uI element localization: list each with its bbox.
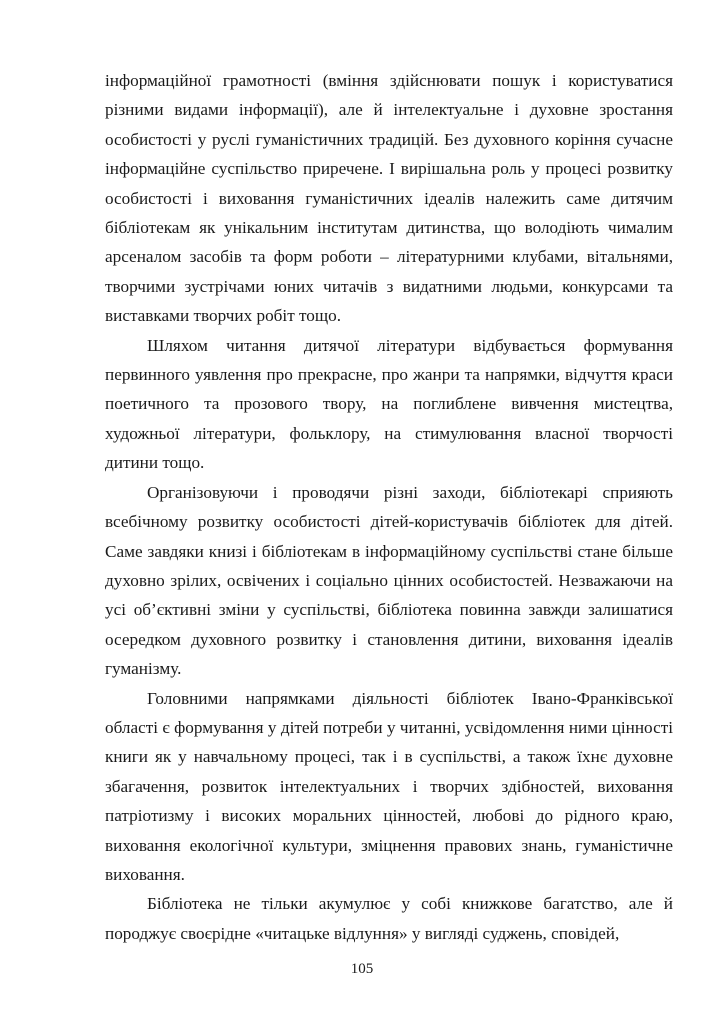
page-number: 105 [350, 961, 374, 977]
paragraph-1: інформаційної грамотності (вміння здійснювати пошук і користуватися різними видами інформації), але й інтелектуальне і духовне зростання особистості у руслі гуманістичних традицій. Без духовного коріння сучасне інформаційне суспільство приречене. І вирішальна роль у процесі розвитку особистості і виховання гуманістичних ідеалів належить саме дитячим бібліотекам як унікальним інститутам дитинства, що володіють чималим арсеналом засобів та форм роботи – літературними клубами, вітальнями, творчими зустрічами юних читачів з видатними людьми, конкурсами та виставками творчих робіт тощо. [105, 71, 673, 326]
paragraph-2: Шляхом читання дитячої літератури відбувається формування первинного уявлення про прекрасне, про жанри та напрямки, відчуття краси поетичного та прозового твору, на поглиблене вивчення мистецтва, художньої літератури, фольклору, на стимулювання власної творчості дитини тощо. [105, 335, 673, 473]
paragraph-5: Бібліотека не тільки акумулює у собі книжкове багатство, але й породжує своєрідне «читацьке відлуння» у вигляді суджень, сповідей, [105, 894, 673, 943]
paragraph-4: Головними напрямками діяльності бібліотек Івано-Франківської області є формування у дітей потреби у читанні, усвідомлення ними цінності книги як у навчальному процесі, так і в суспільстві, а також їхнє духовне збагачення, розвиток інтелектуальних і творчих здібностей, виховання патріотизму і високих моральних цінностей, любові до рідного краю, виховання екологічної культури, зміцнення правових знань, гуманістичне виховання. [105, 688, 673, 884]
paragraph-3: Організовуючи і проводячи різні заходи, бібліотекарі сприяють всебічному розвитку особистості дітей-користувачів бібліотек для дітей. Саме завдяки книзі і бібліотекам в інформаційному суспільстві стане більше духовно зрілих, освічених і соціально цінних особистостей. Незважаючи на усі об’єктивні зміни у суспільстві, бібліотека повинна завжди залишатися осередком духовного розвитку і становлення дитини, виховання ідеалів гуманізму. [105, 482, 673, 679]
body-text [105, 66, 673, 948]
